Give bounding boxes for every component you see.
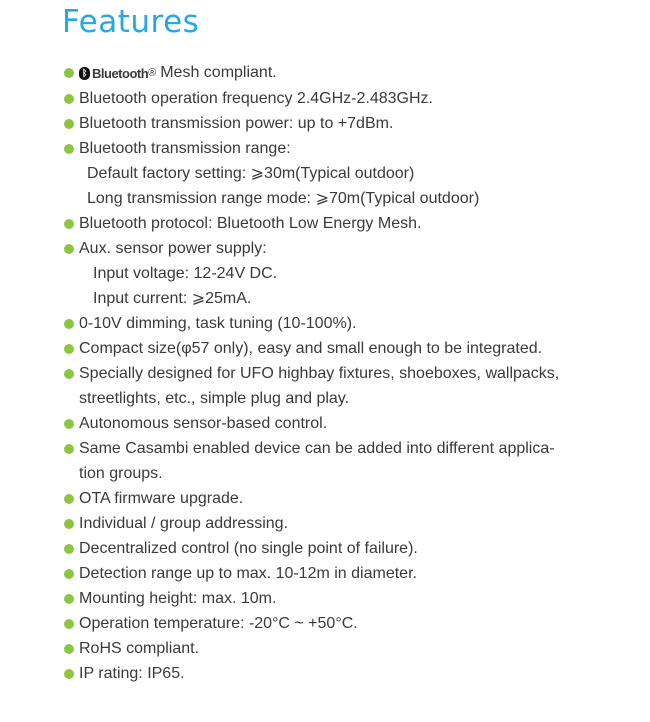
feature-item	[62, 586, 622, 611]
bluetooth-logo	[79, 61, 156, 86]
feature-item	[62, 661, 622, 686]
feature-item	[62, 411, 622, 436]
feature-text: streetlights, etc., simple plug and play.	[79, 390, 350, 407]
feature-text: Bluetooth protocol: Bluetooth Low Energy Mesh.	[79, 215, 422, 232]
bullet-icon	[64, 319, 74, 329]
feature-text: Same Casambi enabled device can be added into different applica-	[79, 440, 555, 457]
feature-item	[62, 561, 622, 586]
feature-item	[62, 211, 622, 236]
feature-text: Bluetooth transmission range:	[79, 140, 291, 157]
bullet-icon	[64, 444, 74, 454]
feature-text: Decentralized control (no single point of failure).	[79, 540, 418, 557]
bullet-icon	[64, 569, 74, 579]
feature-text: Mesh compliant.	[160, 64, 277, 81]
bullet-icon	[64, 544, 74, 554]
feature-item	[62, 636, 622, 661]
bullet-icon	[64, 144, 74, 154]
feature-text: Bluetooth operation frequency 2.4GHz-2.483GHz.	[79, 90, 433, 107]
feature-text: Aux. sensor power supply:	[79, 240, 267, 257]
feature-text: Detection range up to max. 10-12m in diameter.	[79, 565, 417, 582]
feature-text: IP rating: IP65.	[79, 665, 185, 682]
registered-mark: ®	[148, 67, 156, 79]
bullet-icon	[64, 519, 74, 529]
feature-subtext: Default factory setting: ⩾30m(Typical outdoor)	[87, 165, 415, 182]
feature-subtext: Long transmission range mode: ⩾70m(Typical outdoor)	[87, 190, 480, 207]
feature-subtext: Input current: ⩾25mA.	[93, 290, 252, 307]
feature-item	[62, 236, 622, 311]
bullet-icon	[64, 594, 74, 604]
feature-text: Autonomous sensor-based control.	[79, 415, 328, 432]
bullet-icon	[64, 244, 74, 254]
feature-item	[62, 436, 622, 486]
bullet-icon	[64, 644, 74, 654]
feature-text: Compact size(φ57 only), easy and small enough to be integrated.	[79, 340, 543, 357]
feature-item	[62, 511, 622, 536]
logo-text: Bluetooth	[92, 66, 149, 81]
bullet-icon	[64, 419, 74, 429]
feature-text: 0-10V dimming, task tuning (10-100%).	[79, 315, 357, 332]
feature-item	[62, 536, 622, 561]
feature-text: Individual / group addressing.	[79, 515, 289, 532]
bluetooth-icon: ᛒ	[79, 67, 90, 80]
feature-subtext: Input voltage: 12-24V DC.	[93, 265, 278, 282]
feature-text: OTA firmware upgrade.	[79, 490, 244, 507]
feature-item	[62, 336, 622, 361]
feature-item	[62, 611, 622, 636]
bullet-icon	[64, 494, 74, 504]
feature-item	[62, 60, 622, 86]
features-list	[62, 60, 622, 686]
feature-text: Specially designed for UFO highbay fixtures, shoeboxes, wallpacks,	[79, 365, 560, 382]
feature-item	[62, 86, 622, 111]
bullet-icon	[64, 119, 74, 129]
bullet-icon	[64, 619, 74, 629]
bullet-icon	[64, 68, 74, 78]
feature-text: tion groups.	[79, 465, 163, 482]
feature-text: RoHS compliant.	[79, 640, 200, 657]
feature-text: Bluetooth transmission power: up to +7dBm.	[79, 115, 394, 132]
feature-item	[62, 486, 622, 511]
feature-item	[62, 361, 622, 411]
page-title: Features	[62, 4, 200, 40]
bullet-icon	[64, 669, 74, 679]
bullet-icon	[64, 219, 74, 229]
feature-item	[62, 111, 622, 136]
feature-item	[62, 311, 622, 336]
bullet-icon	[64, 344, 74, 354]
feature-text: Mounting height: max. 10m.	[79, 590, 277, 607]
feature-text: Operation temperature: -20°C ~ +50°C.	[79, 615, 358, 632]
bullet-icon	[64, 369, 74, 379]
feature-item	[62, 136, 622, 211]
bullet-icon	[64, 94, 74, 104]
